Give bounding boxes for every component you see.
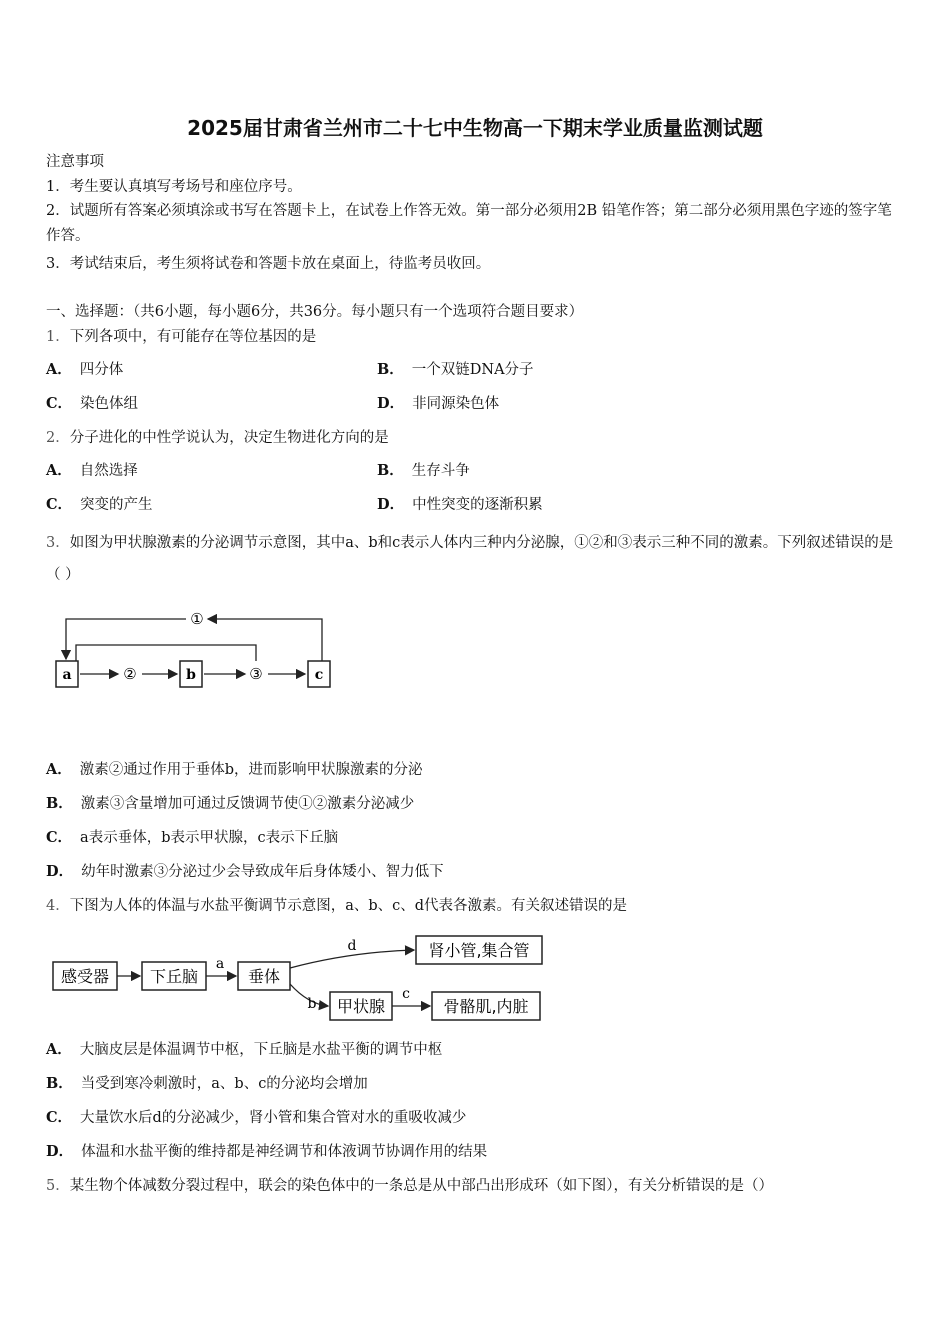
hormone-3-label: ③ <box>249 665 263 683</box>
question-text: 某生物个体减数分裂过程中，联会的染色体中的一条总是从中部凸出形成环（如下图），有关分析错误的是（） <box>69 1178 773 1194</box>
gland-a-label: a <box>62 667 72 683</box>
notice-item: 1．考生要认真填写考场号和座位序号。 <box>46 179 302 195</box>
gland-b-label: b <box>186 667 196 683</box>
hormone-a-label: a <box>215 956 225 972</box>
option-text: 激素③含量增加可通过反馈调节使①②激素分泌减少 <box>80 796 415 812</box>
notice-item: 2．试题所有答案必须填涂或书写在答题卡上，在试卷上作答无效。第一部分必须用2B 铅笔作答；第二部分必须用黑色字迹的签字笔作答。 <box>46 203 892 244</box>
question-number: 5． <box>46 1178 70 1194</box>
option-c <box>46 394 138 414</box>
temperature-water-regulation-diagram <box>50 930 550 1025</box>
option-label: B． <box>46 1075 73 1092</box>
option-d <box>46 862 444 882</box>
receptor-label: 感受器 <box>60 967 110 986</box>
option-label: C． <box>46 395 73 412</box>
option-label: C． <box>46 829 73 846</box>
option-label: A． <box>46 462 72 479</box>
option-text: 中性突变的逐渐积累 <box>412 497 543 513</box>
option-text: 一个双链DNA分子 <box>411 362 534 378</box>
option-b <box>377 461 470 481</box>
thyroid-regulation-diagram <box>50 605 350 695</box>
option-text: 激素②通过作用于垂体b，进而影响甲状腺激素的分泌 <box>79 762 423 778</box>
option-d <box>46 1142 487 1162</box>
question-text: 分子进化的中性学说认为，决定生物进化方向的是 <box>69 430 389 446</box>
inner-bracket <box>76 645 256 661</box>
question-number: 3． <box>46 535 70 551</box>
question-number: 4． <box>46 898 70 914</box>
option-label: B． <box>46 795 73 812</box>
option-label: C． <box>46 1109 73 1126</box>
hormone-c-label: c <box>402 986 410 1002</box>
option-label: D． <box>377 496 405 513</box>
notice-heading: 注意事项 <box>46 154 104 170</box>
option-text: 幼年时激素③分泌过少会导致成年后身体矮小、智力低下 <box>81 864 444 880</box>
question-text: 如图为甲状腺激素的分泌调节示意图，其中a、b和c表示人体内三种内分泌腺，①②和③表示三种不同的激素。下列叙述错误的是（ ） <box>46 535 894 583</box>
option-label: D． <box>46 863 74 880</box>
hormone-b-label: b <box>307 996 317 1012</box>
page-title: 2025届甘肃省兰州市二十七中生物高一下期末学业质量监测试题 <box>187 116 763 140</box>
thyroid-label: 甲状腺 <box>336 997 386 1016</box>
option-text: 突变的产生 <box>80 497 153 513</box>
question-text: 下列各项中，有可能存在等位基因的是 <box>69 329 317 345</box>
question-4-stem <box>46 896 627 916</box>
question-1-stem <box>46 327 316 347</box>
option-c <box>46 828 338 848</box>
option-label: C． <box>46 496 73 513</box>
option-text: 自然选择 <box>79 463 138 479</box>
option-text: 大量饮水后d的分泌减少，肾小管和集合管对水的重吸收减少 <box>80 1110 467 1126</box>
question-number: 1． <box>46 329 70 345</box>
option-text: a表示垂体，b表示甲状腺，c表示下丘脑 <box>80 830 339 846</box>
option-text: 大脑皮层是体温调节中枢，下丘脑是水盐平衡的调节中枢 <box>79 1042 443 1058</box>
option-label: B． <box>377 462 404 479</box>
option-b <box>46 794 414 814</box>
option-d <box>377 394 499 414</box>
option-text: 当受到寒冷刺激时，a、b、c的分泌均会增加 <box>80 1076 368 1092</box>
hormone-2-label: ② <box>123 665 137 683</box>
option-text: 染色体组 <box>80 396 139 412</box>
section-heading: 一、选择题：（共6小题，每小题6分，共36分。每小题只有一个选项符合题目要求） <box>46 304 584 320</box>
option-text: 生存斗争 <box>411 463 470 479</box>
option-b <box>377 360 534 380</box>
feedback-arrow <box>208 619 322 661</box>
option-b <box>46 1074 368 1094</box>
option-a <box>46 760 423 780</box>
option-c <box>46 495 153 515</box>
option-label: A． <box>46 761 72 778</box>
hypothalamus-label: 下丘脑 <box>149 967 199 986</box>
option-label: D． <box>377 395 405 412</box>
option-label: D． <box>46 1143 74 1160</box>
option-text: 四分体 <box>79 362 124 378</box>
question-number: 2． <box>46 430 70 446</box>
pituitary-label: 垂体 <box>247 967 281 986</box>
option-c <box>46 1108 466 1128</box>
question-5-stem <box>46 1176 773 1196</box>
option-a <box>46 461 138 481</box>
question-text: 下图为人体的体温与水盐平衡调节示意图，a、b、c、d代表各激素。有关叙述错误的是 <box>69 898 628 914</box>
gland-c-label: c <box>314 667 324 683</box>
notice-item: 3．考试结束后，考生须将试卷和答题卡放在桌面上，待监考员收回。 <box>46 256 491 272</box>
muscle-organ-label: 骨骼肌,内脏 <box>443 997 529 1016</box>
feedback-arrow <box>66 619 186 659</box>
option-label: A． <box>46 1041 72 1058</box>
option-a <box>46 360 123 380</box>
question-3-stem <box>46 527 906 591</box>
option-label: B． <box>377 361 404 378</box>
option-text: 体温和水盐平衡的维持都是神经调节和体液调节协调作用的结果 <box>81 1144 488 1160</box>
question-2-stem <box>46 428 389 448</box>
option-label: A． <box>46 361 72 378</box>
hormone-d-label: d <box>347 938 357 954</box>
option-a <box>46 1040 442 1060</box>
option-d <box>377 495 543 515</box>
option-text: 非同源染色体 <box>412 396 500 412</box>
kidney-label: 肾小管,集合管 <box>428 941 530 960</box>
hormone-1-label: ① <box>190 610 204 628</box>
